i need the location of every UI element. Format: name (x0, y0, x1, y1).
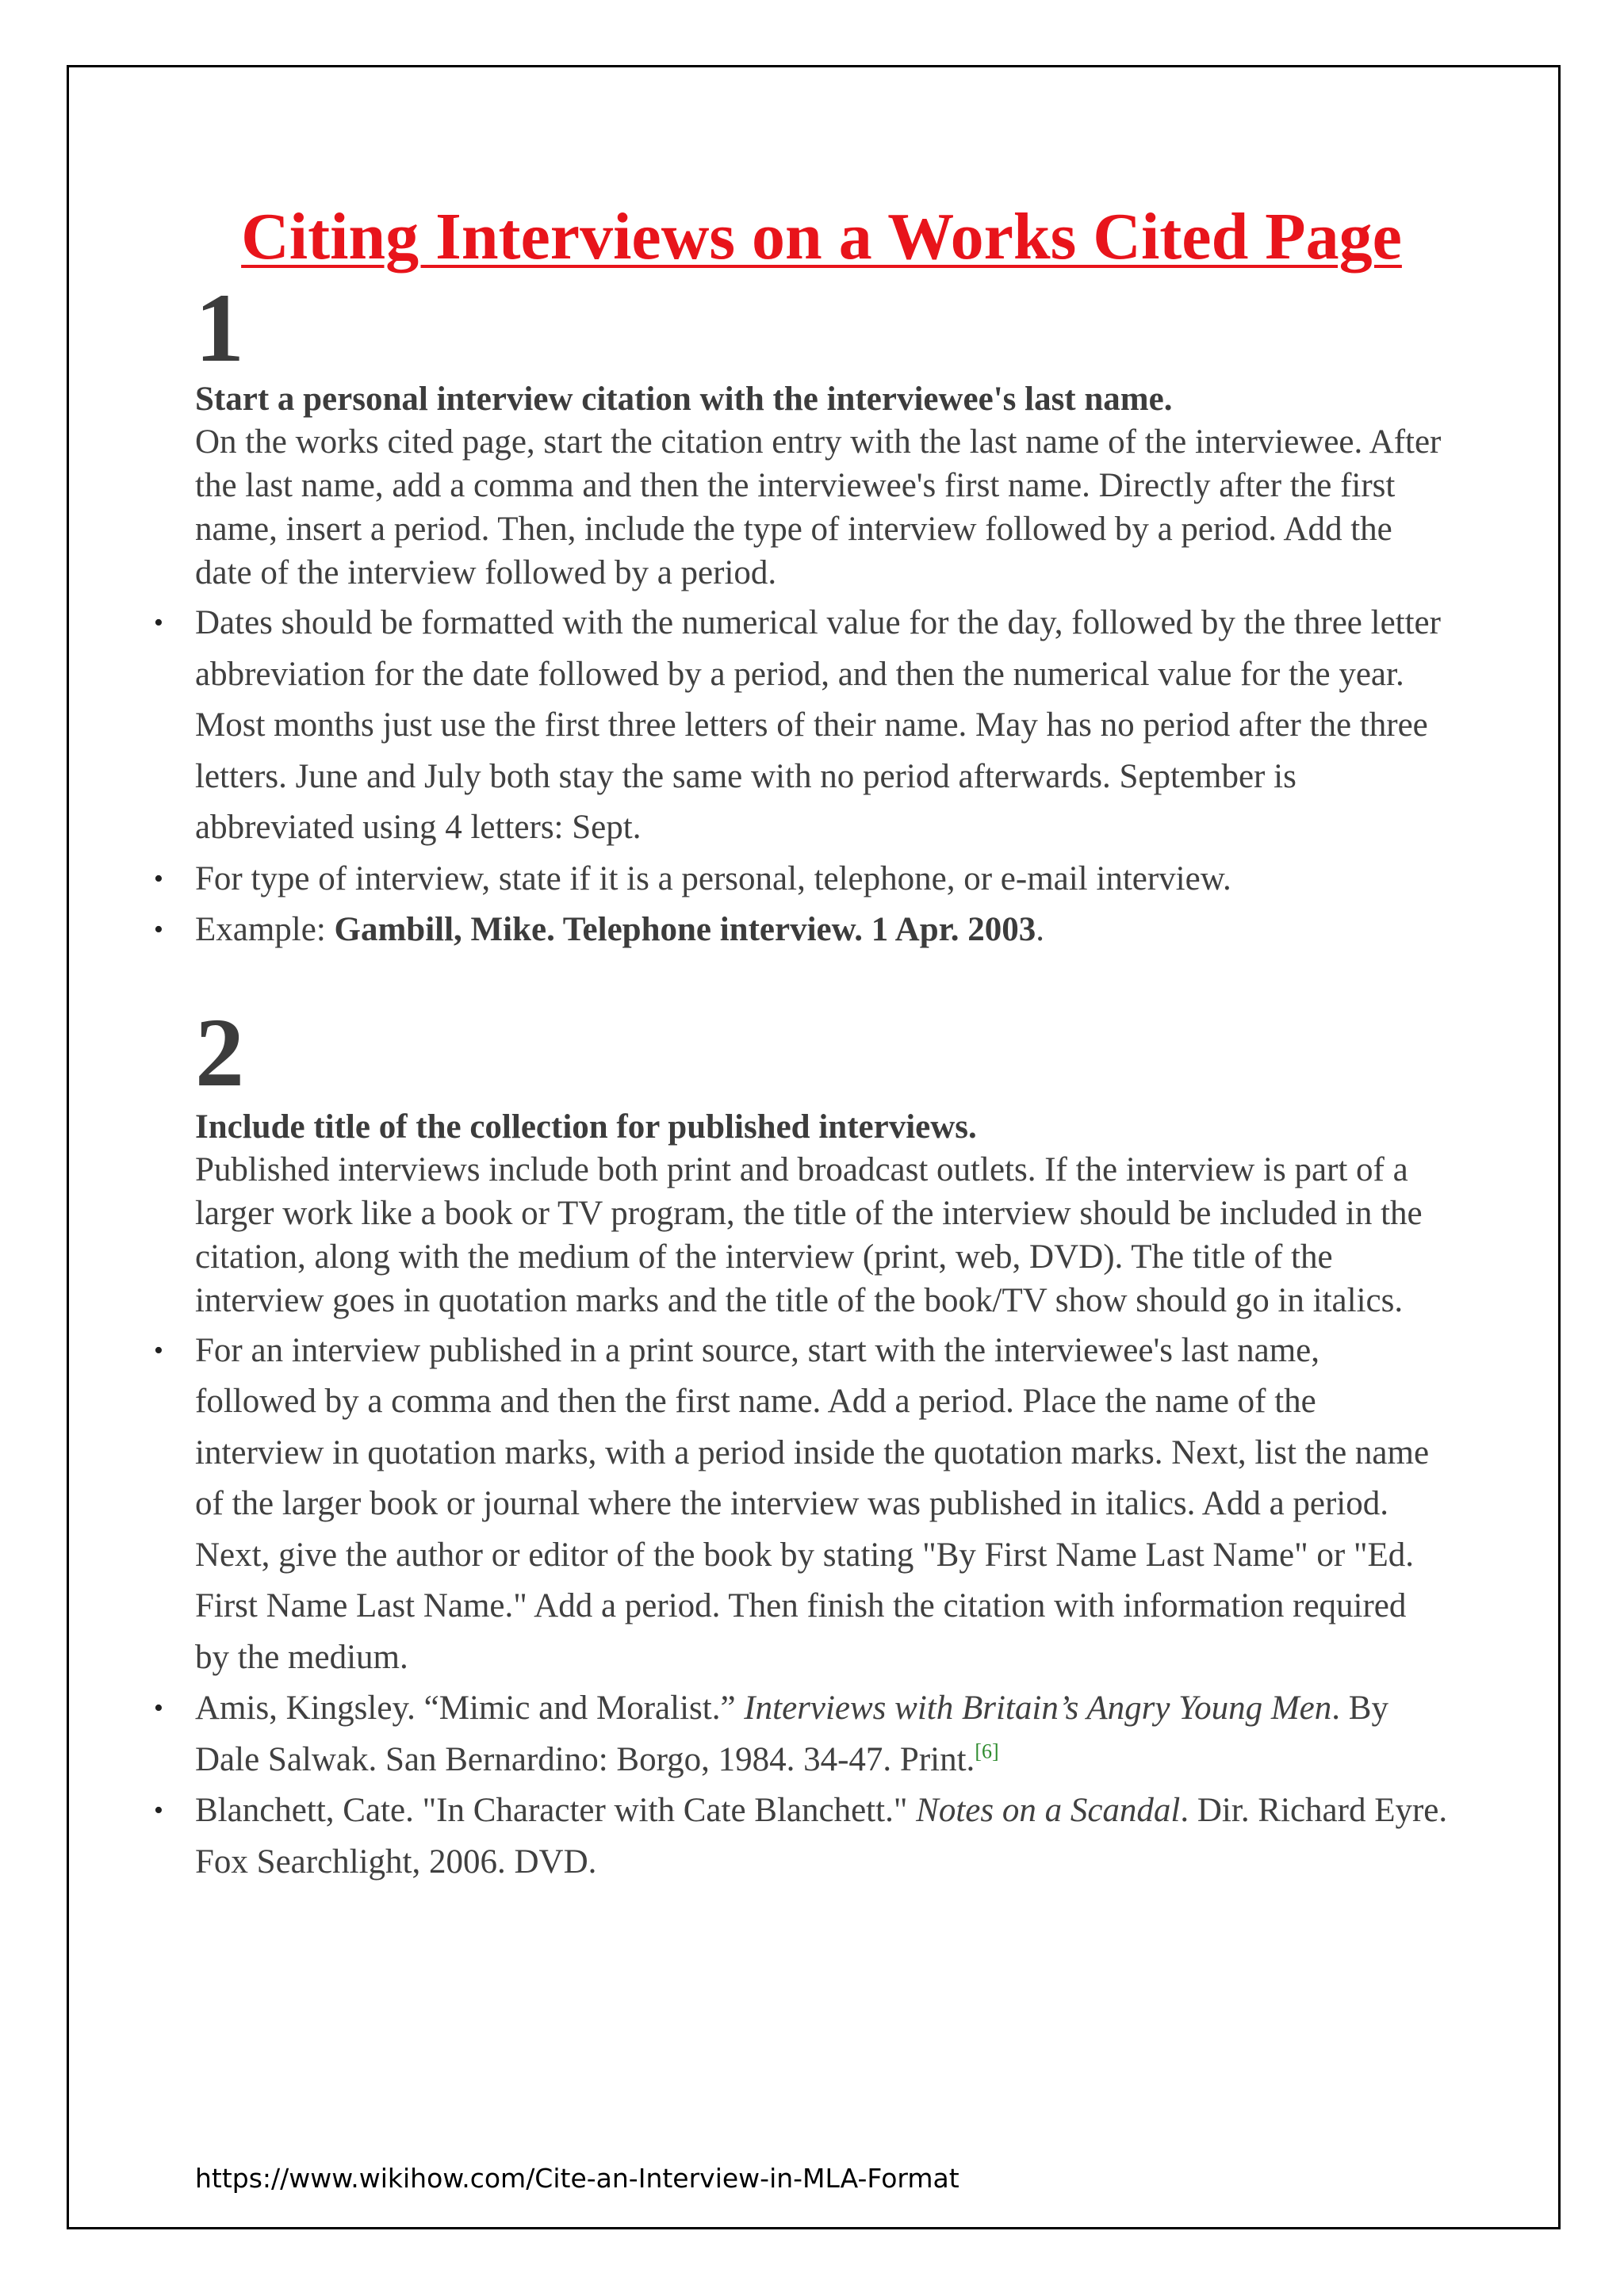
book-title: Interviews with Britain’s Angry Young Men (744, 1689, 1332, 1727)
step-2-bullets (195, 1326, 1448, 1888)
list-item: • Example: Gambill, Mike. Telephone interview. 1 Apr. 2003. (195, 905, 1448, 956)
document-content (195, 198, 1448, 1888)
step-body: On the works cited page, start the citation entry with the last name of the interviewee. After the last name, add a comma and then the interviewee's first name. Directly after the first name, insert a period. Then, include the type of interview followed by a period. Add the date of the interview followed by a period. (195, 423, 1442, 591)
step-2 (195, 997, 1448, 1888)
page-title: Citing Interviews on a Works Cited Page (241, 200, 1402, 274)
step-1-bullets (195, 598, 1448, 956)
step-1 (195, 274, 1448, 956)
list-item: • For an interview published in a print source, start with the interviewee's last name, followed by a comma and then the first name. Add a period. Place the name of the interview in quotation marks, with a period inside the quotation marks. Next, list the name of the larger book or journal where the interview was published in italics. Add a period. Next, give the author or editor of the book by stating "By First Name Last Name" or "Ed. First Name Last Name." Add a period. Then finish the citation with information required by the medium. (195, 1326, 1448, 1684)
reference-link[interactable]: [6] (975, 1739, 999, 1763)
list-item: • For type of interview, state if it is a personal, telephone, or e-mail interview. (195, 854, 1448, 905)
source-url: https://www.wikihow.com/Cite-an-Interview-in-MLA-Format (195, 2163, 959, 2194)
step-number: 1 (195, 274, 244, 382)
example-citation: Gambill, Mike. Telephone interview. 1 Apr. 2003 (334, 911, 1036, 948)
list-item: • Blanchett, Cate. "In Character with Cate Blanchett." Notes on a Scandal. Dir. Richard Eyre. Fox Searchlight, 2006. DVD. (195, 1785, 1448, 1888)
step-heading: Include title of the collection for published interviews. (195, 1108, 977, 1146)
step-body: Published interviews include both print and broadcast outlets. If the interview is part of a larger work like a book or TV program, the title of the interview should be included in the citation, along with the medium of the interview (print, web, DVD). The title of the interview goes in quotation marks and the title of the book/TV show should go in italics. (195, 1150, 1423, 1319)
list-item: • Amis, Kingsley. “Mimic and Moralist.” Interviews with Britain’s Angry Young Men. By Dale Salwak. San Bernardino: Borgo, 1984. 34-47. Print.[6] (195, 1683, 1448, 1785)
film-title: Notes on a Scandal (916, 1792, 1181, 1829)
step-heading: Start a personal interview citation with the interviewee's last name. (195, 381, 1173, 418)
list-item: • Dates should be formatted with the numerical value for the day, followed by the three letter abbreviation for the date followed by a period, and then the numerical value for the year. Most months just use the first three letters of their name. May has no period after the three letters. June and July both stay the same with no period afterwards. September is abbreviated using 4 letters: Sept. (195, 598, 1448, 854)
step-number: 2 (195, 997, 244, 1107)
